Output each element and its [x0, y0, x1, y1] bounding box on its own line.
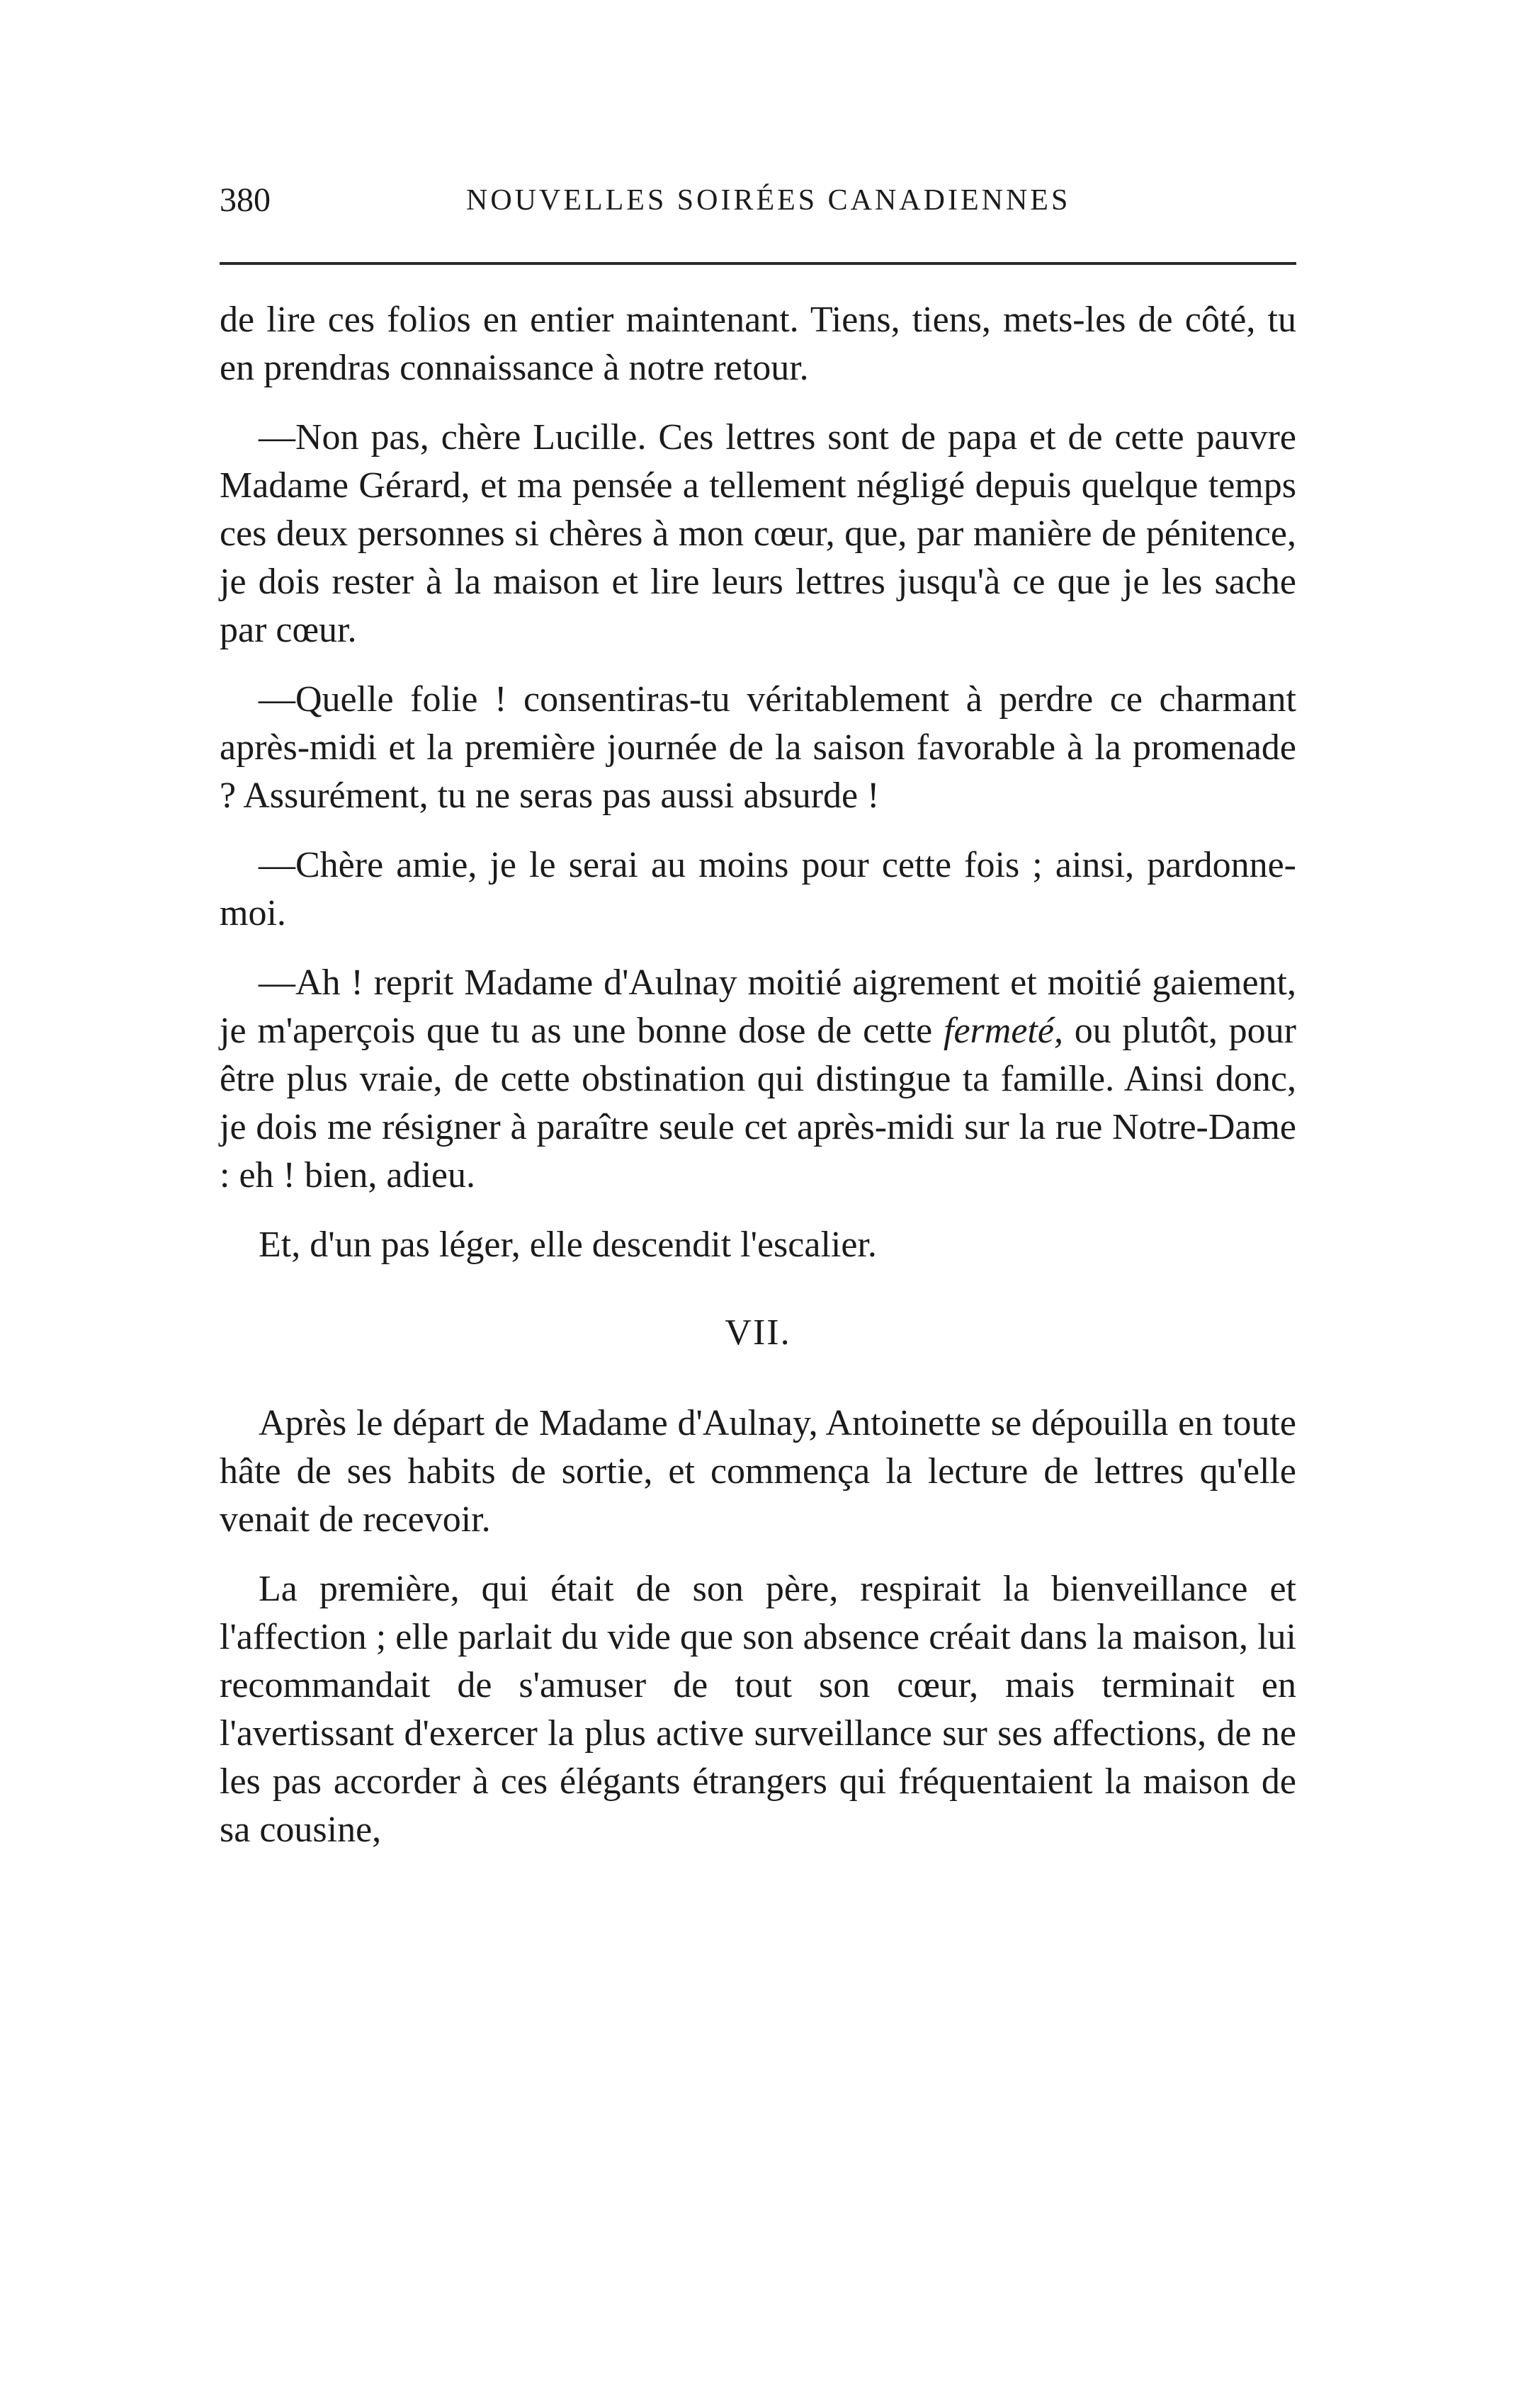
italic-word-fermete: fermeté, [944, 1011, 1063, 1051]
running-head [220, 181, 1296, 230]
running-title: NOUVELLES SOIRÉES CANADIENNES [466, 184, 1071, 217]
paragraph-3: —Quelle folie ! consentiras-tu véritablement à perdre ce charmant après-midi et la première journée de la saison favorable à la promenade ? Assurément, tu ne seras pas aussi absurde ! [220, 679, 1296, 816]
paragraph-5-part-1: —Ah ! reprit Madame d'Aulnay moitié aigrement et moitié gaiement, je m'aperçois que tu as une bonne dose de cette [220, 962, 1296, 1051]
paragraph-1: de lire ces folios en entier maintenant. Tiens, tiens, mets-les de côté, tu en prendras connaissance à notre retour. [220, 300, 1296, 388]
paragraph-5-part-2: ou plutôt, pour être plus vraie, de cette obstination qui distingue ta famille. Ainsi donc, je dois me résigner à paraître seule cet après-midi sur la rue Notre-Dame : eh ! bien, adieu. [220, 1011, 1296, 1196]
paragraph-7: Après le départ de Madame d'Aulnay, Antoinette se dépouilla en toute hâte de ses habits de sortie, et commença la lecture de lettres qu'elle venait de recevoir. [220, 1403, 1296, 1540]
paragraph-5 [220, 959, 1296, 1200]
paragraph-2: —Non pas, chère Lucille. Ces lettres sont de papa et de cette pauvre Madame Gérard, et ma pensée a tellement négligé depuis quelque temps ces deux personnes si chères à mon cœur, que, par manière de pénitence, je dois rester à la maison et lire leurs lettres jusqu'à ce que je les sache par cœur. [220, 417, 1296, 650]
page-number: 380 [220, 181, 271, 219]
paragraph-4: —Chère amie, je le serai au moins pour cette fois ; ainsi, pardonne-moi. [220, 845, 1296, 933]
paragraph-8: La première, qui était de son père, respirait la bienveillance et l'affection ; elle parlait du vide que son absence créait dans la maison, lui recommandait de s'amuser de tout son cœur, mais terminait en l'avertissant d'exercer la plus active surveillance sur ses affections, de ne les pas accorder à ces élégants étrangers qui fréquentaient la maison de sa cousine, [220, 1569, 1296, 1850]
section-heading: VII. [725, 1312, 791, 1353]
header-rule [220, 262, 1296, 265]
paragraph-6: Et, d'un pas léger, elle descendit l'escalier. [259, 1225, 877, 1265]
body-text [220, 296, 1296, 1875]
